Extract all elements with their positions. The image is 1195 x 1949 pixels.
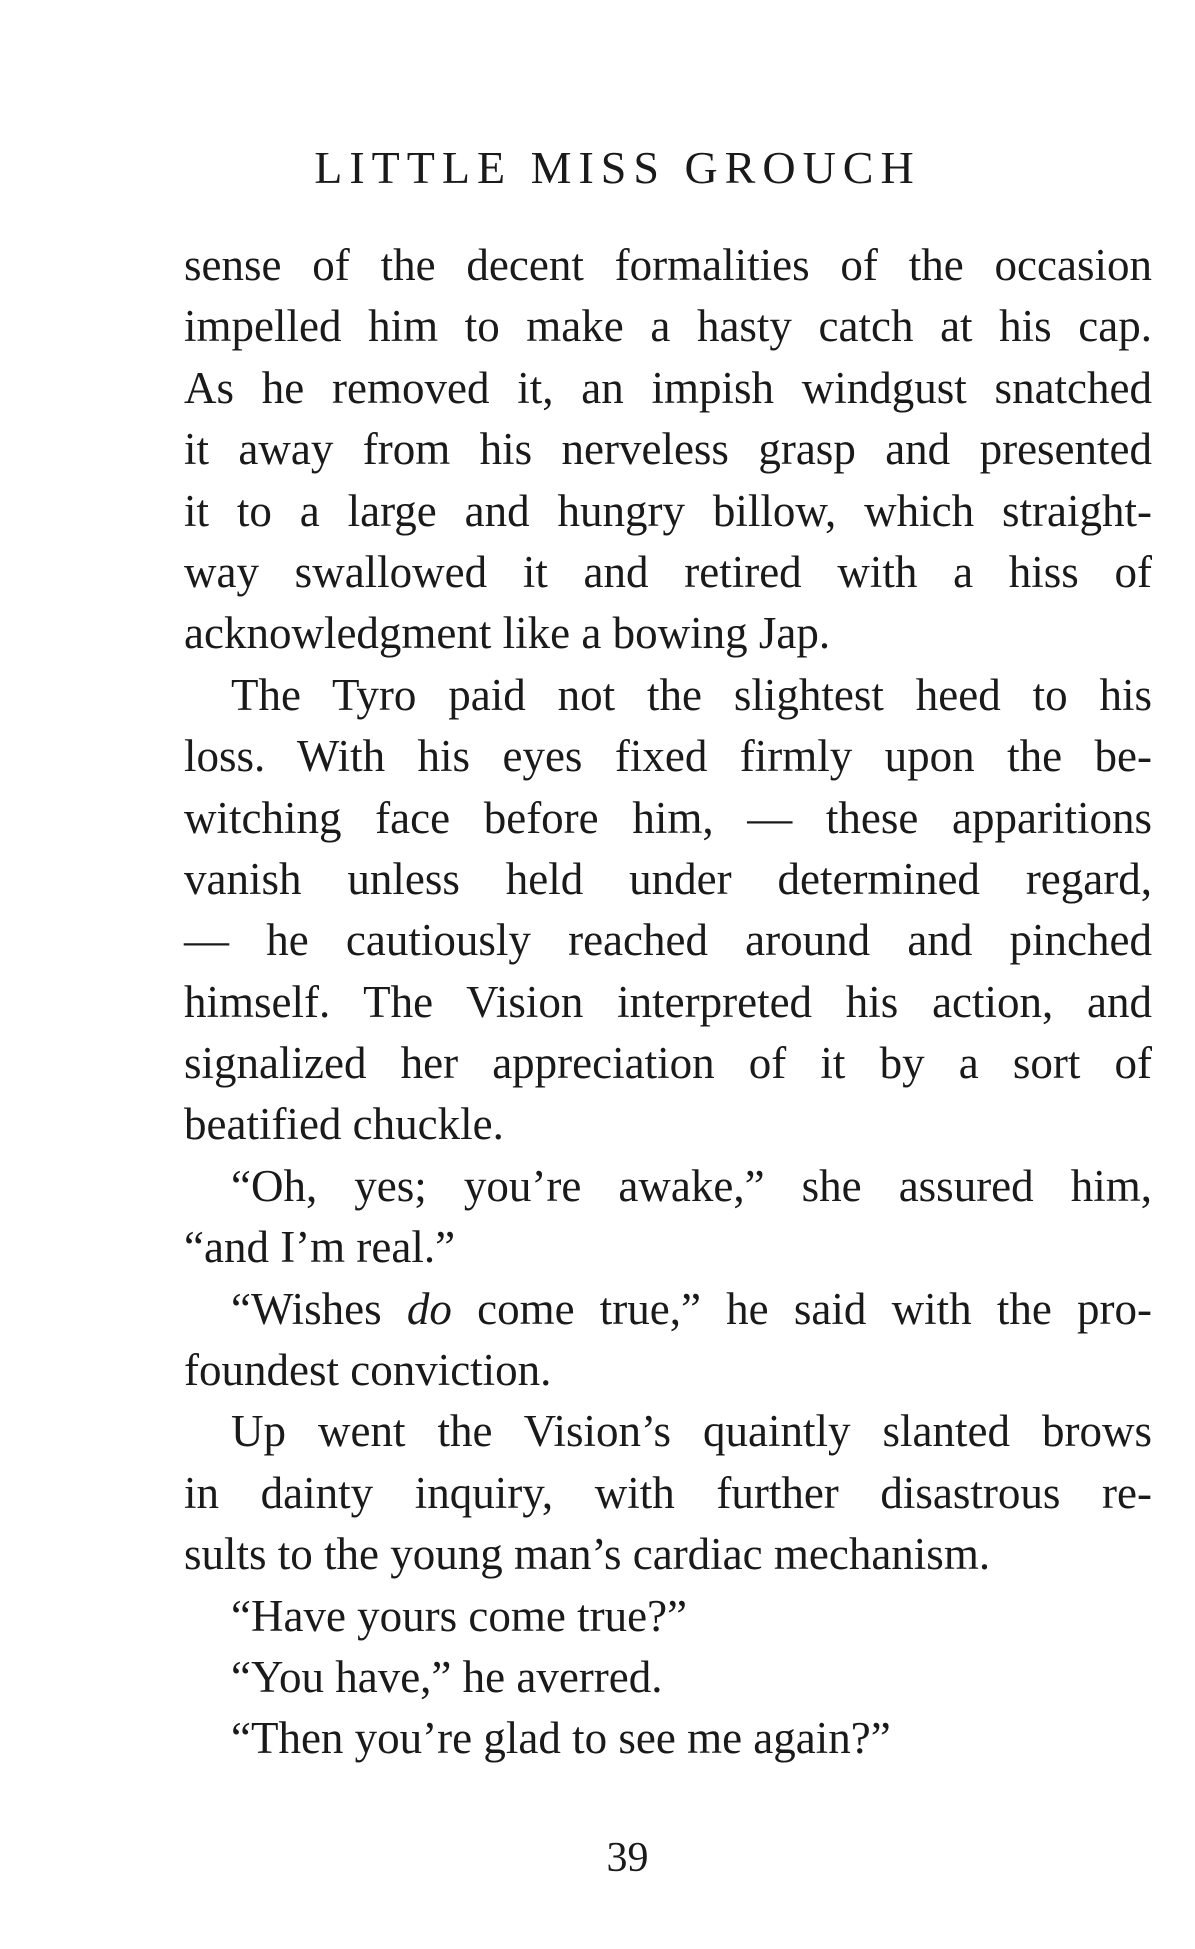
text-line: “Have yours come true?” [231,1590,688,1641]
text-line-with-italic: “Wishes do come true,” he said with the pro- [231,1283,1152,1334]
page-number: 39 [606,1835,649,1881]
italic-word: do [406,1283,452,1334]
text-line: way swallowed it and retired with a hiss of [184,546,1152,597]
text-line: impelled him to make a hasty catch at his cap. [184,301,1152,352]
text-line: it away from his nerveless grasp and presented [184,424,1152,475]
text-line: foundest conviction. [184,1345,552,1396]
text-line: in dainty inquiry, with further disastrous re- [184,1467,1152,1518]
text-line: “Then you’re glad to see me again?” [231,1713,891,1764]
text-line: witching face before him, — these apparitions [184,792,1152,843]
text-line: The Tyro paid not the slightest heed to his [231,669,1152,720]
body-text [184,235,1152,1770]
text-line: beatified chuckle. [184,1099,504,1150]
text-line: acknowledgment like a bowing Jap. [184,608,831,659]
text-line: “and I’m real.” [184,1222,456,1273]
text-line: it to a large and hungry billow, which straight- [184,485,1152,536]
running-head: LITTLE MISS GROUCH [314,142,921,193]
text-line: signalized her appreciation of it by a sort of [184,1038,1152,1089]
text-line: Up went the Vision’s quaintly slanted brows [231,1406,1152,1457]
text-line: “You have,” he averred. [231,1651,663,1702]
text-line: sense of the decent formalities of the occasion [184,240,1152,290]
text-line: “Oh, yes; you’re awake,” she assured him, [231,1160,1152,1211]
text-line: vanish unless held under determined regard, [184,853,1152,904]
text-line: As he removed it, an impish windgust snatched [184,362,1152,413]
text-line: — he cautiously reached around and pinched [184,915,1152,966]
text-line: sults to the young man’s cardiac mechanism. [184,1529,991,1580]
text-line: loss. With his eyes fixed firmly upon the be- [184,731,1152,782]
text-line: himself. The Vision interpreted his action, and [184,976,1152,1027]
